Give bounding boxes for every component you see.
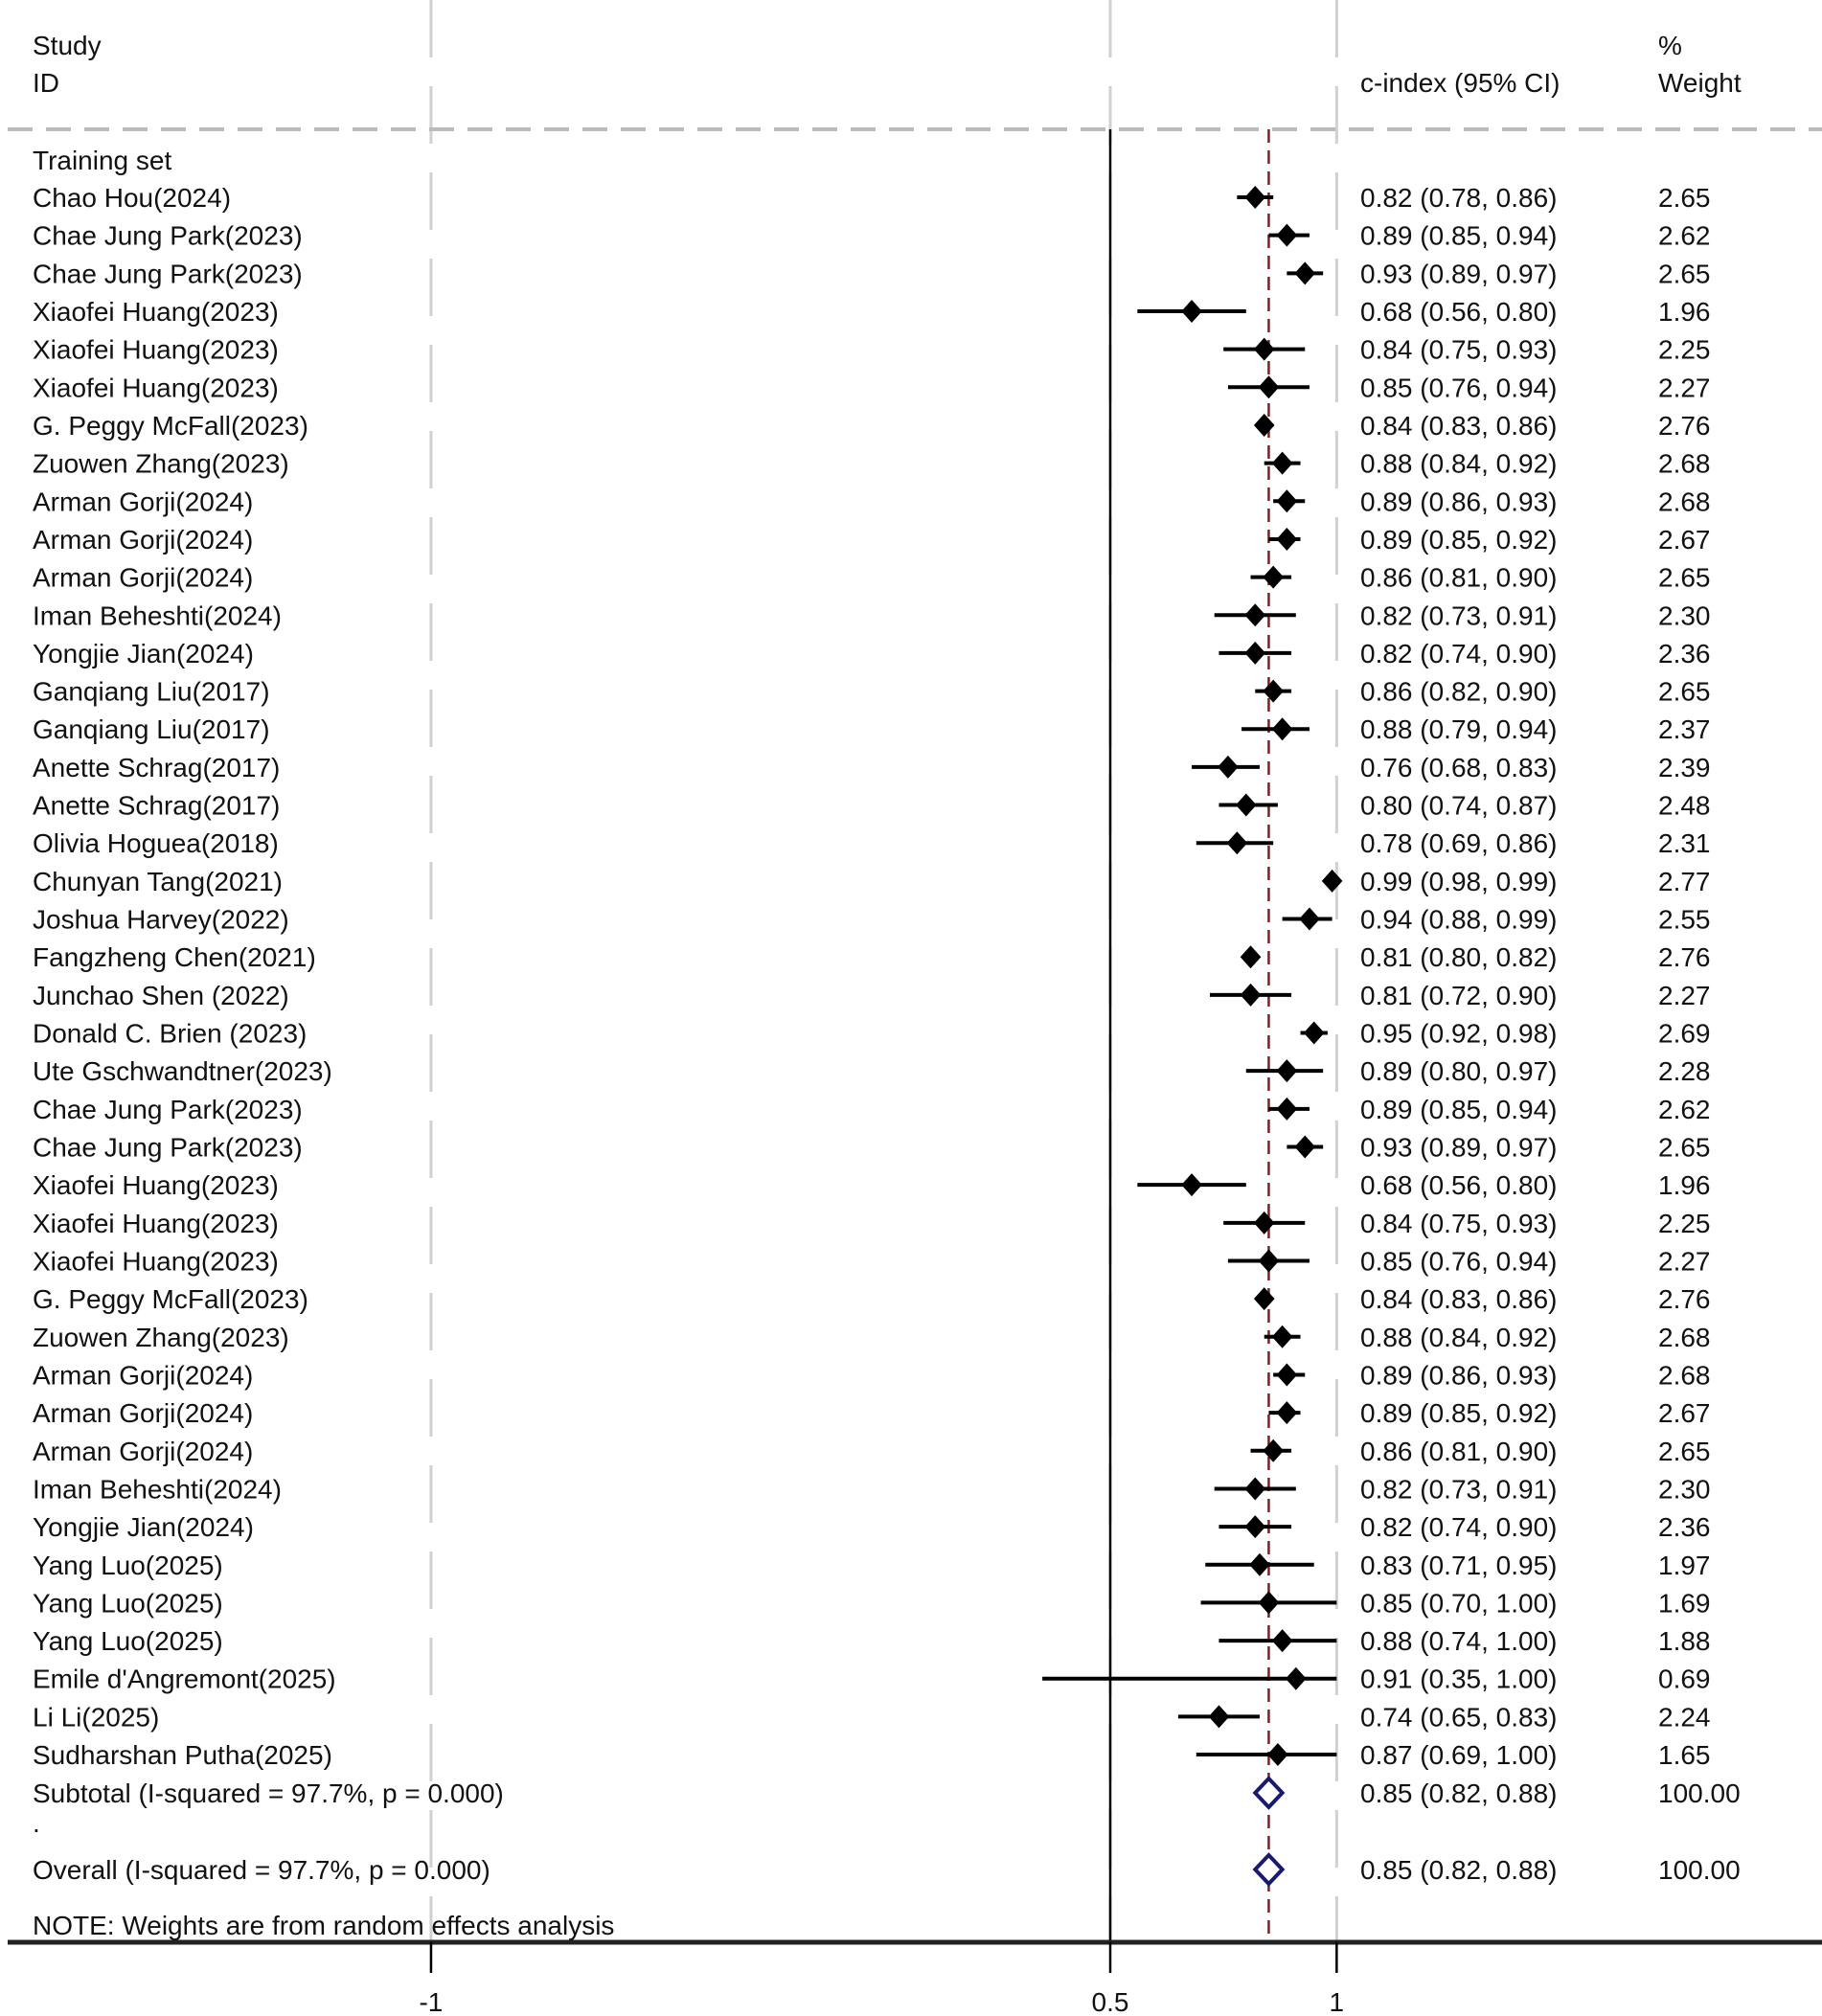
point-estimate-marker xyxy=(1263,1439,1284,1462)
ci-text: 0.99 (0.98, 0.99) xyxy=(1360,866,1558,896)
point-estimate-marker xyxy=(1277,489,1298,512)
weight-text: 2.55 xyxy=(1658,904,1711,935)
ci-text: 0.84 (0.75, 0.93) xyxy=(1360,1208,1558,1238)
study-label: Arman Gorji(2024) xyxy=(33,1398,254,1429)
point-estimate-marker xyxy=(1277,528,1298,551)
point-estimate-marker xyxy=(1259,1591,1280,1614)
study-label: Chae Jung Park(2023) xyxy=(33,1132,303,1163)
ci-text: 0.84 (0.75, 0.93) xyxy=(1360,334,1558,365)
study-label: Arman Gorji(2024) xyxy=(33,487,254,517)
weight-text: 1.65 xyxy=(1658,1740,1711,1771)
weight-text: 2.68 xyxy=(1658,1360,1711,1391)
study-label: Chae Jung Park(2023) xyxy=(33,1094,303,1124)
point-estimate-marker xyxy=(1254,414,1275,437)
x-tick-label: 0.5 xyxy=(1091,1987,1129,2016)
ci-text: 0.81 (0.80, 0.82) xyxy=(1360,942,1558,973)
weight-text: 2.65 xyxy=(1658,259,1711,289)
header-id: ID xyxy=(33,68,59,98)
point-estimate-marker xyxy=(1209,1705,1230,1728)
study-label: Ganqiang Liu(2017) xyxy=(33,714,270,745)
weight-text: 2.27 xyxy=(1658,1246,1711,1277)
point-estimate-marker xyxy=(1272,452,1293,475)
ci-text: 0.89 (0.85, 0.94) xyxy=(1360,1094,1558,1124)
weight-text: 2.76 xyxy=(1658,1284,1711,1315)
weight-text: 2.65 xyxy=(1658,676,1711,707)
point-estimate-marker xyxy=(1254,1212,1275,1235)
ci-text: 0.88 (0.84, 0.92) xyxy=(1360,1322,1558,1352)
study-label: Zuowen Zhang(2023) xyxy=(33,448,289,479)
point-estimate-marker xyxy=(1244,186,1265,209)
point-estimate-marker xyxy=(1236,794,1257,817)
weight-text: 2.68 xyxy=(1658,448,1711,479)
weight-text: 1.88 xyxy=(1658,1626,1711,1657)
point-estimate-marker xyxy=(1263,566,1284,589)
study-label: Arman Gorji(2024) xyxy=(33,524,254,555)
weight-text: 2.76 xyxy=(1658,410,1711,441)
point-estimate-marker xyxy=(1299,908,1320,931)
study-label: Xiaofei Huang(2023) xyxy=(33,296,279,327)
study-label: Yongjie Jian(2024) xyxy=(33,1512,254,1543)
study-label: Xiaofei Huang(2023) xyxy=(33,1208,279,1238)
ci-text: 0.95 (0.92, 0.98) xyxy=(1360,1018,1558,1049)
study-label: G. Peggy McFall(2023) xyxy=(33,410,308,441)
weight-text: 2.67 xyxy=(1658,1398,1711,1429)
study-label: Olivia Hoguea(2018) xyxy=(33,828,279,859)
weight-text: 1.96 xyxy=(1658,1170,1711,1201)
point-estimate-marker xyxy=(1254,1287,1275,1310)
study-label: Arman Gorji(2024) xyxy=(33,1436,254,1466)
weight-text: 2.48 xyxy=(1658,790,1711,821)
point-estimate-marker xyxy=(1272,1629,1293,1652)
ci-text: 0.89 (0.80, 0.97) xyxy=(1360,1056,1558,1087)
study-label: Fangzheng Chen(2021) xyxy=(33,942,316,973)
pooled-rows xyxy=(33,1778,1741,1885)
ci-text: 0.84 (0.83, 0.86) xyxy=(1360,410,1558,441)
study-label: Junchao Shen (2022) xyxy=(33,980,289,1010)
study-label: Yang Luo(2025) xyxy=(33,1550,223,1580)
point-estimate-marker xyxy=(1259,1249,1280,1272)
study-label: Donald C. Brien (2023) xyxy=(33,1018,307,1049)
study-label: Joshua Harvey(2022) xyxy=(33,904,289,935)
x-axis xyxy=(8,1942,1822,2016)
point-estimate-marker xyxy=(1304,1022,1325,1045)
ci-text: 0.93 (0.89, 0.97) xyxy=(1360,259,1558,289)
ci-text: 0.86 (0.81, 0.90) xyxy=(1360,562,1558,593)
ci-text: 0.87 (0.69, 1.00) xyxy=(1360,1740,1558,1771)
subtotal-diamond xyxy=(1255,1778,1282,1807)
weight-text: 2.65 xyxy=(1658,562,1711,593)
ci-text: 0.89 (0.86, 0.93) xyxy=(1360,487,1558,517)
ci-text: 0.85 (0.70, 1.00) xyxy=(1360,1588,1558,1619)
overall-diamond xyxy=(1255,1855,1282,1884)
ci-text: 0.82 (0.74, 0.90) xyxy=(1360,638,1558,668)
study-label: Iman Beheshti(2024) xyxy=(33,600,282,631)
header-percent: % xyxy=(1658,31,1682,60)
header-study: Study xyxy=(33,31,102,60)
study-label: Chunyan Tang(2021) xyxy=(33,866,284,896)
ci-text: 0.86 (0.82, 0.90) xyxy=(1360,676,1558,707)
point-estimate-marker xyxy=(1244,1515,1265,1538)
study-label: Chae Jung Park(2023) xyxy=(33,220,303,251)
study-label: Ute Gschwandtner(2023) xyxy=(33,1056,332,1087)
weight-text: 2.27 xyxy=(1658,980,1711,1010)
weight-text: 1.97 xyxy=(1658,1550,1711,1580)
point-estimate-marker xyxy=(1322,870,1343,893)
point-estimate-marker xyxy=(1272,1325,1293,1348)
point-estimate-marker xyxy=(1272,717,1293,740)
point-estimate-marker xyxy=(1241,984,1262,1007)
ci-text: 0.82 (0.73, 0.91) xyxy=(1360,600,1558,631)
point-estimate-marker xyxy=(1227,831,1248,854)
point-estimate-marker xyxy=(1277,1059,1298,1082)
point-estimate-marker xyxy=(1244,1477,1265,1500)
study-label: Sudharshan Putha(2025) xyxy=(33,1740,332,1771)
ci-text: 0.89 (0.85, 0.92) xyxy=(1360,524,1558,555)
ci-text: 0.74 (0.65, 0.83) xyxy=(1360,1702,1558,1733)
weight-text: 2.25 xyxy=(1658,1208,1711,1238)
weight-text: 2.65 xyxy=(1658,1436,1711,1466)
point-estimate-marker xyxy=(1249,1553,1270,1576)
ci-text: 0.85 (0.76, 0.94) xyxy=(1360,1246,1558,1277)
overall-label: Overall (I-squared = 97.7%, p = 0.000) xyxy=(33,1855,490,1885)
study-label: Anette Schrag(2017) xyxy=(33,790,281,821)
weight-text: 2.30 xyxy=(1658,600,1711,631)
overall-ci-text: 0.85 (0.82, 0.88) xyxy=(1360,1855,1558,1885)
ci-text: 0.84 (0.83, 0.86) xyxy=(1360,1284,1558,1315)
weight-text: 2.39 xyxy=(1658,752,1711,782)
weight-text: 2.67 xyxy=(1658,524,1711,555)
ci-text: 0.76 (0.68, 0.83) xyxy=(1360,752,1558,782)
point-estimate-marker xyxy=(1294,1136,1315,1159)
x-tick-label: -1 xyxy=(419,1987,444,2016)
weight-text: 2.25 xyxy=(1658,334,1711,365)
weight-text: 2.31 xyxy=(1658,828,1711,859)
weight-text: 2.62 xyxy=(1658,1094,1711,1124)
weight-text: 2.68 xyxy=(1658,1322,1711,1352)
note: NOTE: Weights are from random effects analysis xyxy=(33,1911,615,1940)
study-label: Anette Schrag(2017) xyxy=(33,752,281,782)
ci-text: 0.82 (0.74, 0.90) xyxy=(1360,1512,1558,1543)
ci-text: 0.89 (0.85, 0.94) xyxy=(1360,220,1558,251)
ci-text: 0.78 (0.69, 0.86) xyxy=(1360,828,1558,859)
header xyxy=(33,31,1742,98)
point-estimate-marker xyxy=(1254,338,1275,361)
ci-text: 0.68 (0.56, 0.80) xyxy=(1360,1170,1558,1201)
study-label: Xiaofei Huang(2023) xyxy=(33,1246,279,1277)
ci-text: 0.93 (0.89, 0.97) xyxy=(1360,1132,1558,1163)
ci-text: 0.89 (0.86, 0.93) xyxy=(1360,1360,1558,1391)
weight-text: 1.96 xyxy=(1658,296,1711,327)
study-label: Li Li(2025) xyxy=(33,1702,160,1733)
group-label: Training set xyxy=(33,146,172,175)
study-label: Emile d'Angremont(2025) xyxy=(33,1664,336,1694)
study-label: Chae Jung Park(2023) xyxy=(33,259,303,289)
point-estimate-marker xyxy=(1277,1363,1298,1386)
header-effect: c-index (95% CI) xyxy=(1360,68,1560,98)
study-label: Xiaofei Huang(2023) xyxy=(33,373,279,403)
reference-lines xyxy=(1110,129,1268,1942)
point-estimate-marker xyxy=(1218,756,1239,779)
ci-text: 0.88 (0.79, 0.94) xyxy=(1360,714,1558,745)
weight-text: 2.65 xyxy=(1658,1132,1711,1163)
point-estimate-marker xyxy=(1277,224,1298,247)
weight-text: 2.77 xyxy=(1658,866,1711,896)
point-estimate-marker xyxy=(1277,1401,1298,1424)
point-estimate-marker xyxy=(1267,1743,1288,1766)
study-label: Xiaofei Huang(2023) xyxy=(33,1170,279,1201)
weight-text: 2.37 xyxy=(1658,714,1711,745)
point-estimate-marker xyxy=(1241,945,1262,968)
weight-text: 2.30 xyxy=(1658,1474,1711,1505)
ci-text: 0.88 (0.84, 0.92) xyxy=(1360,448,1558,479)
study-label: Yang Luo(2025) xyxy=(33,1588,223,1619)
study-label: Ganqiang Liu(2017) xyxy=(33,676,270,707)
weight-text: 2.65 xyxy=(1658,183,1711,213)
grid-lines xyxy=(431,0,1336,1942)
point-estimate-marker xyxy=(1294,261,1315,284)
point-estimate-marker xyxy=(1259,375,1280,398)
x-tick-label: 1 xyxy=(1329,1987,1345,2016)
study-label: Yongjie Jian(2024) xyxy=(33,638,254,668)
study-rows xyxy=(33,183,1711,1770)
weight-text: 2.76 xyxy=(1658,942,1711,973)
study-label: Iman Beheshti(2024) xyxy=(33,1474,282,1505)
weight-text: 2.62 xyxy=(1658,220,1711,251)
ci-text: 0.86 (0.81, 0.90) xyxy=(1360,1436,1558,1466)
weight-text: 2.24 xyxy=(1658,1702,1711,1733)
study-label: Xiaofei Huang(2023) xyxy=(33,334,279,365)
ci-text: 0.81 (0.72, 0.90) xyxy=(1360,980,1558,1010)
ci-text: 0.80 (0.74, 0.87) xyxy=(1360,790,1558,821)
ci-text: 0.88 (0.74, 1.00) xyxy=(1360,1626,1558,1657)
study-label: G. Peggy McFall(2023) xyxy=(33,1284,308,1315)
study-label: Arman Gorji(2024) xyxy=(33,562,254,593)
weight-text: 0.69 xyxy=(1658,1664,1711,1694)
subtotal-label: Subtotal (I-squared = 97.7%, p = 0.000) xyxy=(33,1778,504,1808)
ci-text: 0.83 (0.71, 0.95) xyxy=(1360,1550,1558,1580)
weight-text: 2.28 xyxy=(1658,1056,1711,1087)
ci-text: 0.85 (0.76, 0.94) xyxy=(1360,373,1558,403)
header-weight: Weight xyxy=(1658,68,1742,98)
weight-text: 2.69 xyxy=(1658,1018,1711,1049)
point-estimate-marker xyxy=(1286,1667,1307,1690)
point-estimate-marker xyxy=(1244,642,1265,665)
point-estimate-marker xyxy=(1181,1173,1202,1196)
ci-text: 0.68 (0.56, 0.80) xyxy=(1360,296,1558,327)
study-label: Zuowen Zhang(2023) xyxy=(33,1322,289,1352)
point-estimate-marker xyxy=(1181,300,1202,323)
study-label: Chao Hou(2024) xyxy=(33,183,232,213)
weight-text: 2.36 xyxy=(1658,638,1711,668)
weight-text: 1.69 xyxy=(1658,1588,1711,1619)
ci-text: 0.82 (0.78, 0.86) xyxy=(1360,183,1558,213)
weight-text: 2.27 xyxy=(1658,373,1711,403)
ci-text: 0.94 (0.88, 0.99) xyxy=(1360,904,1558,935)
subtotal-weight: 100.00 xyxy=(1658,1778,1741,1808)
ci-text: 0.91 (0.35, 1.00) xyxy=(1360,1664,1558,1694)
study-label: Yang Luo(2025) xyxy=(33,1626,223,1657)
overall-weight: 100.00 xyxy=(1658,1855,1741,1885)
weight-text: 2.36 xyxy=(1658,1512,1711,1543)
ci-text: 0.89 (0.85, 0.92) xyxy=(1360,1398,1558,1429)
point-estimate-marker xyxy=(1244,603,1265,626)
weight-text: 2.68 xyxy=(1658,487,1711,517)
separator-dot: . xyxy=(33,1808,40,1838)
ci-text: 0.82 (0.73, 0.91) xyxy=(1360,1474,1558,1505)
point-estimate-marker xyxy=(1263,680,1284,703)
subtotal-ci-text: 0.85 (0.82, 0.88) xyxy=(1360,1778,1558,1808)
point-estimate-marker xyxy=(1277,1098,1298,1121)
study-label: Arman Gorji(2024) xyxy=(33,1360,254,1391)
